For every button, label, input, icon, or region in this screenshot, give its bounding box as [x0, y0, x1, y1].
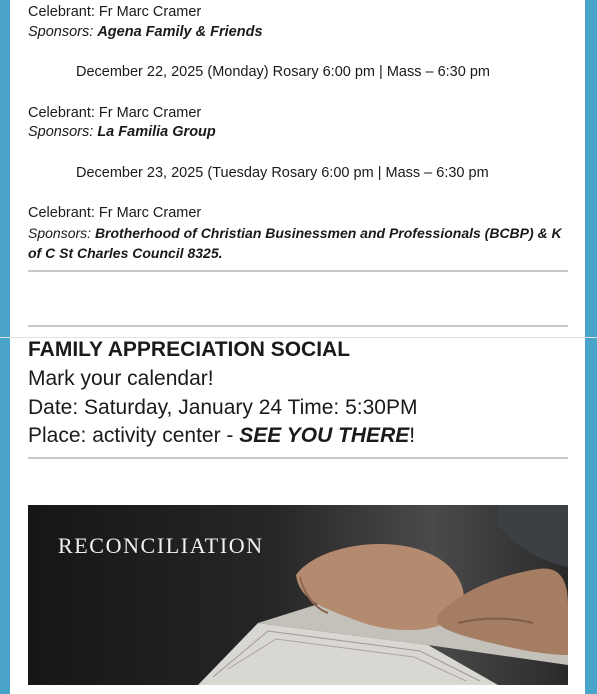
left-border-bar — [0, 0, 10, 694]
place-emphasis: SEE YOU THERE — [239, 424, 410, 447]
sponsors-line — [28, 223, 568, 263]
sponsors-value: Agena Family & Friends — [97, 24, 263, 40]
social-date-line: Date: Saturday, January 24 Time: 5:30PM — [28, 396, 418, 419]
sponsors-label: Sponsors: — [28, 24, 94, 40]
horizontal-rule — [28, 270, 568, 272]
celebrant-line: Celebrant: Fr Marc Cramer — [28, 4, 202, 20]
social-title: FAMILY APPRECIATION SOCIAL — [28, 338, 351, 361]
sponsors-value: Brotherhood of Christian Businessmen and Professionals (BCBP) & K of C St Charles Council 8325. — [28, 225, 562, 261]
social-place-line — [28, 422, 415, 450]
place-suffix: ! — [409, 424, 416, 447]
sponsors-label: Sponsors: — [28, 124, 94, 140]
schedule-date-line: December 23, 2025 (Tuesday Rosary 6:00 pm | Mass – 6:30 pm — [76, 165, 489, 181]
celebrant-line: Celebrant: Fr Marc Cramer — [28, 105, 202, 121]
horizontal-rule — [28, 325, 568, 327]
sponsors-line — [28, 122, 216, 142]
sponsors-line — [28, 22, 263, 42]
right-border-bar — [585, 0, 597, 694]
reconciliation-banner — [28, 505, 568, 685]
hands-over-book-illustration — [28, 505, 568, 685]
social-calendar-line: Mark your calendar! — [28, 367, 214, 390]
banner-title: RECONCILIATION — [58, 533, 264, 558]
celebrant-line: Celebrant: Fr Marc Cramer — [28, 205, 202, 221]
sleeve — [498, 505, 568, 567]
sponsors-label: Sponsors: — [28, 225, 92, 241]
sponsors-value: La Familia Group — [97, 124, 216, 140]
place-prefix: Place: activity center - — [28, 424, 240, 447]
horizontal-rule — [28, 457, 568, 459]
schedule-date-line: December 22, 2025 (Monday) Rosary 6:00 pm | Mass – 6:30 pm — [76, 64, 490, 80]
